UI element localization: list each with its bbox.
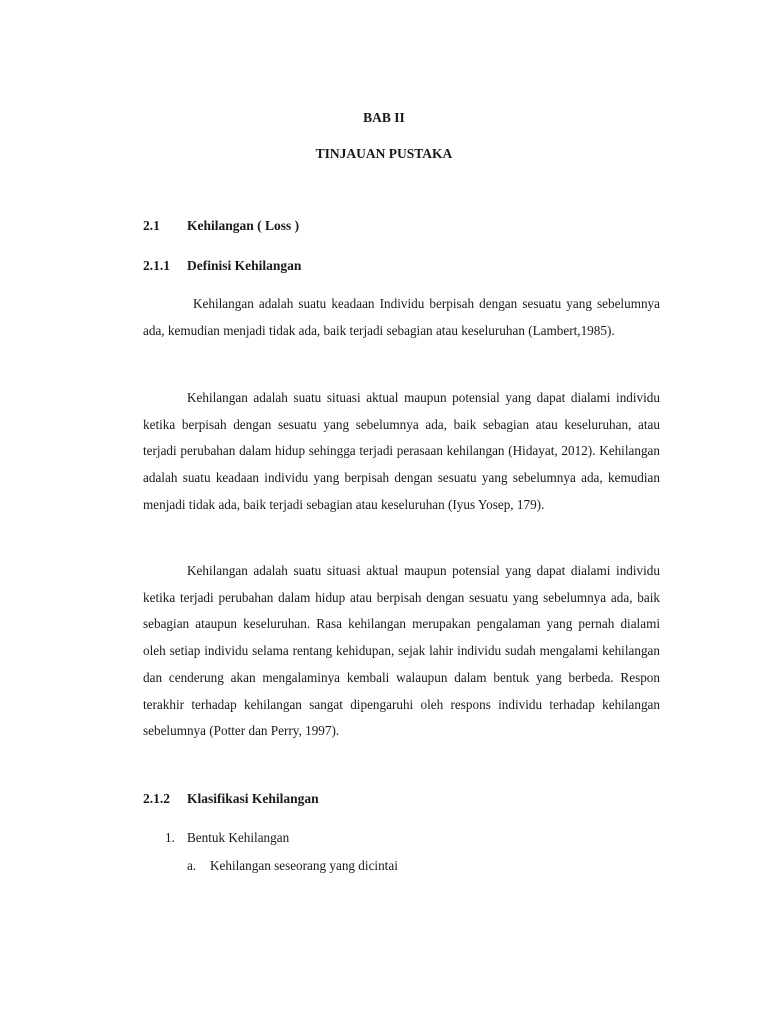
paragraph-2: Kehilangan adalah suatu situasi aktual maupun potensial yang dapat dialami individu ketika berpisah dengan sesuatu yang sebelumnya ada, baik sebagian atau keseluruhan, atau terjadi perubahan dalam hidup sehingga terjadi perasaan kehilangan (Hidayat, 2012). Kehilangan adalah suatu keadaan individu yang berpisah dengan sesuatu yang sebelumnya ada, kemudian menjadi tidak ada, baik terjadi sebagian atau keseluruhan (Iyus Yosep, 179). [143,390,660,512]
section-number: 2.1 [143,218,160,233]
section-heading-2-1-1 [143,258,301,274]
list-subitem-a [187,858,398,874]
list-item-1 [165,830,289,846]
list-marker: 1. [165,830,175,845]
section-title: Definisi Kehilangan [187,258,302,273]
section-number: 2.1.2 [143,791,170,806]
paragraph-3: Kehilangan adalah suatu situasi aktual maupun potensial yang dapat dialami individu ketika terjadi perubahan dalam hidup atau berpisah dengan sesuatu yang sebelumnya ada, baik sebagian ataupun keseluruhan. Rasa kehilangan merupakan pengalaman yang pernah dialami oleh setiap individu selama rentang kehidupan, sejak lahir individu sudah mengalami kehilangan dan cenderung akan mengalaminya kembali walaupun dalam bentuk yang berbeda. Respon terakhir terhadap kehilangan sangat dipengaruhi oleh respons individu terhadap kehilangan sebelumnya (Potter dan Perry, 1997). [143,563,660,739]
list-marker: a. [187,858,197,873]
section-heading-2-1-2 [143,791,319,807]
list-text: Kehilangan seseorang yang dicintai [210,858,398,873]
section-title: Kehilangan ( Loss ) [187,218,300,233]
section-title: Klasifikasi Kehilangan [187,791,319,806]
paragraph-1: Kehilangan adalah suatu keadaan Individu berpisah dengan sesuatu yang sebelumnya ada, kemudian menjadi tidak ada, baik terjadi sebagian atau keseluruhan (Lambert,1985). [143,296,660,338]
chapter-heading: BAB II [363,110,405,125]
chapter-title: TINJAUAN PUSTAKA [315,146,453,161]
list-text: Bentuk Kehilangan [187,830,290,845]
section-number: 2.1.1 [143,258,170,273]
section-heading-2-1 [143,218,299,234]
